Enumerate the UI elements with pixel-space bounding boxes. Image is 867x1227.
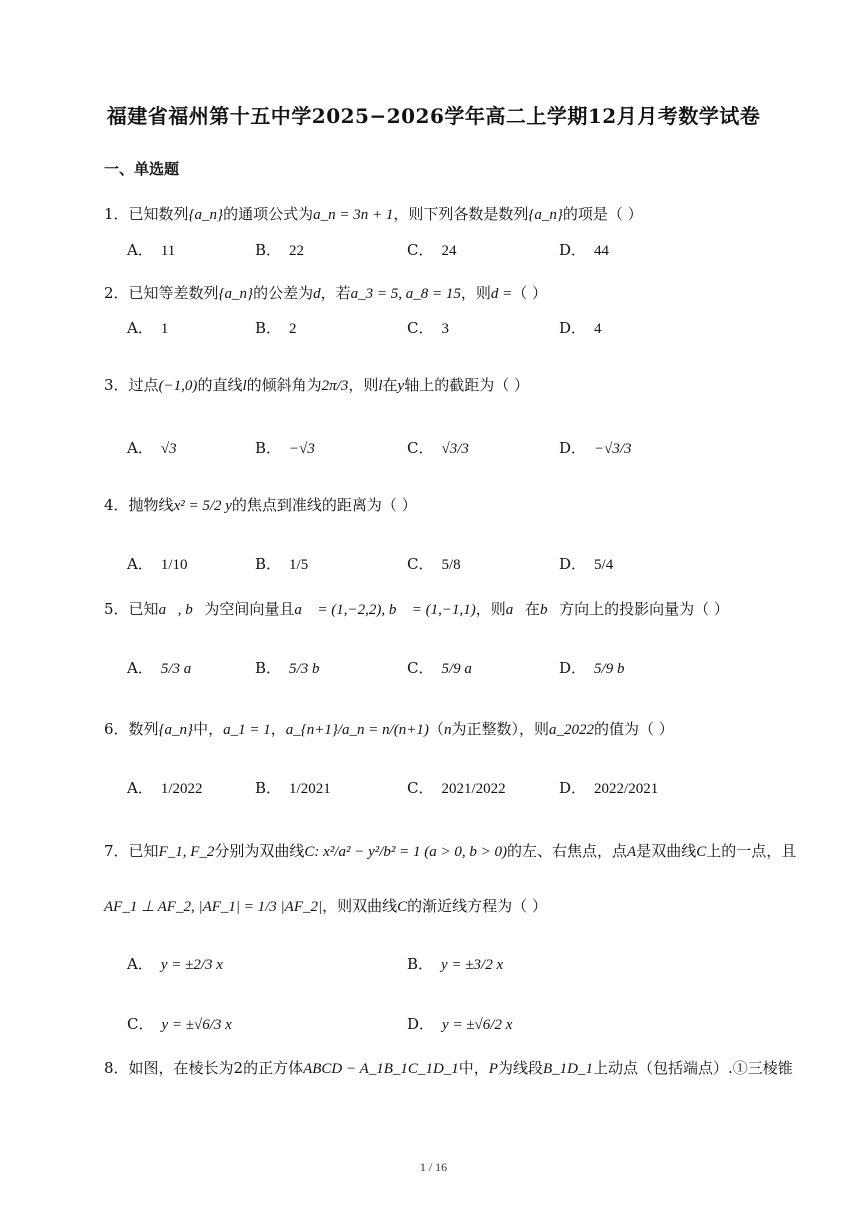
math-parabola: x² = 5/2 y	[173, 498, 232, 514]
question-6: 6．数列{a_n}中，a_1 = 1，a_{n+1}/a_n = n/(n+1)（n为正整数），则a_2022的值为（ ）	[104, 720, 674, 738]
option-a: A． √3	[127, 439, 177, 457]
question-7-cont: AF_1 ⊥ AF_2, |AF_1| = 1/3 |AF_2|，则双曲线C的渐近线方程为（ ）	[104, 897, 547, 915]
option-d: D． 44	[559, 241, 610, 259]
option-b: B． y = ±3/2 x	[407, 955, 504, 973]
option-d: D． 5/9 b⃗	[559, 659, 637, 677]
option-b: B． 1/2021	[255, 779, 331, 797]
math-angle: 2π/3	[321, 378, 349, 394]
question-number: 7．	[104, 842, 129, 860]
question-1: 1．已知数列{a_n}的通项公式为a_n = 3n + 1，则下列各数是数列{a_n}的项是（ ）	[104, 205, 643, 223]
option-c: C． 24	[407, 241, 457, 259]
option-d: D． −√3/3	[559, 439, 632, 457]
question-7: 7．已知F_1, F_2分别为双曲线C: x²/a² − y²/b² = 1 (a > 0, b > 0)的左、右焦点，点A是双曲线C上的一点，且	[104, 842, 797, 860]
question-3: 3．过点(−1,0)的直线l的倾斜角为2π/3，则l在y轴上的截距为（ ）	[104, 376, 529, 394]
math-cube: ABCD − A_1B_1C_1D_1	[303, 1061, 459, 1077]
options-2	[127, 294, 767, 338]
option-b: B． 2	[255, 319, 297, 337]
option-d: D． 4	[559, 319, 602, 337]
math-sequence: {a_n}	[528, 207, 563, 223]
math-vectors: a⃗ = (1,−2,2), b⃗ = (1,−1,1)	[294, 602, 476, 618]
section-heading: 一、单选题	[104, 160, 180, 178]
option-c: C． y = ±√6/3 x	[127, 1015, 232, 1033]
option-a: A． 1/2022	[127, 779, 203, 797]
math-formula: a_n = 3n + 1	[313, 207, 394, 223]
question-number: 4．	[104, 496, 129, 514]
option-a: A． 11	[127, 241, 176, 259]
option-c: C． √3/3	[407, 439, 469, 457]
options-5	[127, 634, 767, 678]
options-7-row2	[127, 990, 687, 1034]
math-recurrence: a_{n+1}/a_n = n/(n+1)	[285, 722, 429, 738]
question-4: 4．抛物线x² = 5/2 y的焦点到准线的距离为（ ）	[104, 496, 417, 514]
option-b: B． 22	[255, 241, 305, 259]
option-a: A． 1/10	[127, 555, 188, 573]
question-number: 6．	[104, 720, 129, 738]
option-c: C． 3	[407, 319, 449, 337]
question-8: 8．如图，在棱长为2的正方体ABCD − A_1B_1C_1D_1中，P为线段B_1D_1上动点（包括端点）.①三棱锥	[104, 1059, 793, 1077]
option-c: C． 5/9 a⃗	[407, 659, 484, 677]
document-title: 福建省福州第十五中学2025−2026学年高二上学期12月月考数学试卷	[106, 104, 761, 128]
question-number: 1．	[104, 205, 129, 223]
options-4	[127, 530, 767, 574]
options-6	[127, 754, 767, 798]
option-d: D． y = ±√6/2 x	[407, 1015, 513, 1033]
math-sequence: {a_n}	[188, 207, 224, 223]
option-b: B． 1/5	[255, 555, 309, 573]
option-b: B． −√3	[255, 439, 315, 457]
option-a: A． 5/3 a⃗	[127, 659, 203, 677]
option-a: A． 1	[127, 319, 169, 337]
options-1	[127, 216, 767, 260]
question-number: 8．	[104, 1059, 129, 1077]
option-b: B． 5/3 b⃗	[255, 659, 332, 677]
math-hyperbola: C: x²/a² − y²/b² = 1 (a > 0, b > 0)	[304, 844, 508, 860]
question-number: 3．	[104, 376, 129, 394]
option-d: D． 5/4	[559, 555, 614, 573]
option-d: D． 2022/2021	[559, 779, 659, 797]
question-number: 2．	[104, 284, 129, 302]
option-c: C． 5/8	[407, 555, 461, 573]
option-c: C． 2021/2022	[407, 779, 506, 797]
math-condition: AF_1 ⊥ AF_2, |AF_1| = 1/3 |AF_2|	[104, 899, 323, 915]
page-number: 1 / 16	[419, 1160, 448, 1174]
option-a: A． y = ±2/3 x	[127, 955, 223, 973]
options-3	[127, 414, 767, 458]
question-number: 5．	[104, 600, 129, 618]
options-7-row1	[127, 930, 687, 974]
question-5: 5．已知a⃗, b⃗为空间向量且a⃗ = (1,−2,2), b⃗ = (1,−1,1)，则a⃗在b⃗方向上的投影向量为（ ）	[104, 600, 729, 618]
question-2: 2．已知等差数列{a_n}的公差为d，若a_3 = 5, a_8 = 15，则d =（ ）	[104, 284, 548, 302]
